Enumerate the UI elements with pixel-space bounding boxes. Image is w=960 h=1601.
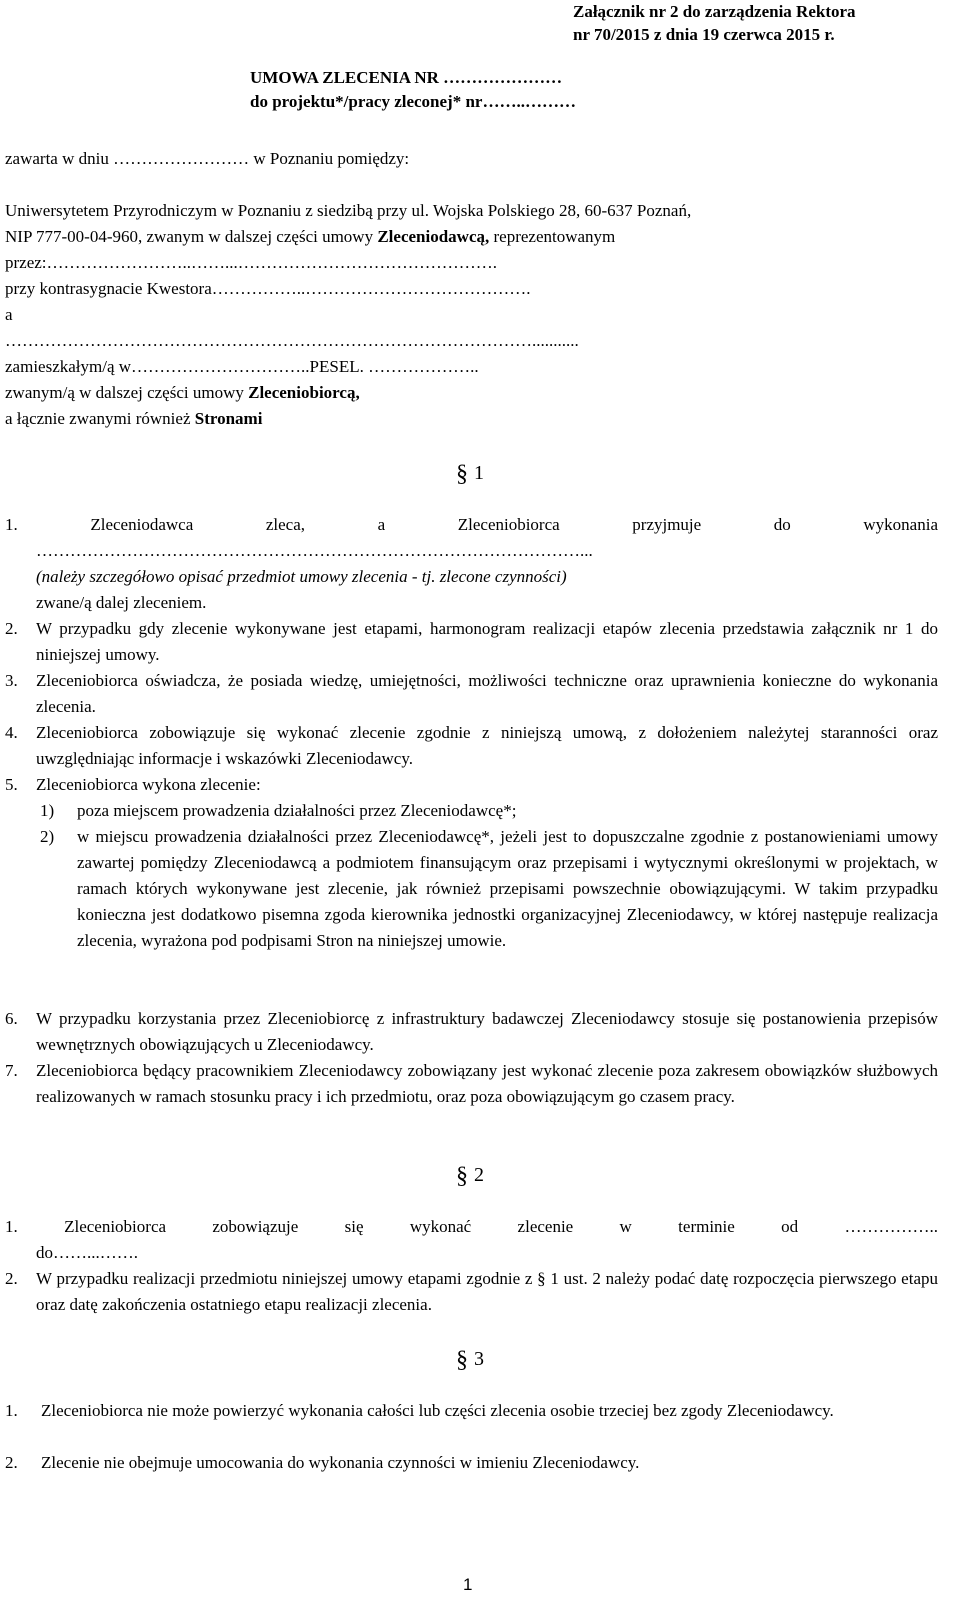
contractor-called-line	[5, 380, 940, 406]
and-line: a	[5, 305, 13, 324]
s1-p4-num: 4.	[5, 723, 18, 742]
s1-p5-text: Zleceniobiorca wykona zlecenie:	[36, 775, 261, 794]
title-line-1: UMOWA ZLECENIA NR …………………	[250, 68, 563, 87]
residence-line: zamieszkałym/ą w…………………………..PESEL. ………………..	[5, 357, 479, 376]
jointly-pre: a łącznie zwanymi również	[5, 409, 195, 428]
s1-p5-1-text: poza miejscem prowadzenia działalności przez Zleceniodawcę*;	[77, 801, 517, 820]
section-sign: §	[456, 1347, 468, 1373]
s2-p1-text: Zleceniobiorca zobowiązuje się wykonać zlecenie w terminie od ……………..	[64, 1217, 938, 1236]
countersign-line: przy kontrasygnacie Kwestora……………..………………………………….	[5, 279, 531, 298]
concluded-line: zawarta w dniu …………………… w Poznaniu pomiędzy:	[5, 149, 410, 168]
s3-p2-num: 2.	[5, 1453, 18, 1472]
s1-p3-num: 3.	[5, 671, 18, 690]
contractor-term: Zleceniobiorcą,	[248, 383, 360, 402]
s3-p2	[5, 1450, 938, 1476]
s2-p2-num: 2.	[5, 1269, 18, 1288]
s1-p1-line-4: zwane/ą dalej zleceniem.	[36, 593, 207, 612]
s1-p7-num: 7.	[5, 1061, 18, 1080]
represented-by-line: przez:……………………..……...……………………………………….	[5, 253, 498, 272]
s1-p2-num: 2.	[5, 619, 18, 638]
s1-p7-text: Zleceniobiorca będący pracownikiem Zleceniodawcy zobowiązany jest wykonać zlecenie poza zakresem obowiązków służbowych realizowanych w ramach stosunku pracy i ich przedmiotu, oraz poza obowiązującym go czasem pracy.	[36, 1061, 938, 1106]
s2-p2	[5, 1266, 938, 1318]
s1-p1-num: 1.	[5, 515, 18, 534]
s1-p4	[5, 720, 938, 772]
university-line-1: Uniwersytetem Przyrodniczym w Poznaniu z siedzibą przy ul. Wojska Polskiego 28, 60-637 Poznań,	[5, 201, 692, 220]
principal-term: Zleceniodawcą,	[377, 227, 490, 246]
section-sign: §	[456, 461, 468, 487]
university-line-2-pre: NIP 777-00-04-960, zwanym w dalszej części umowy	[5, 227, 378, 246]
section-1-number: 1	[474, 462, 484, 484]
s1-p3-text: Zleceniobiorca oświadcza, że posiada wiedzę, umiejętności, możliwości techniczne oraz uprawnienia konieczne do wykonania zlecenia.	[36, 671, 938, 716]
s1-p7	[5, 1058, 938, 1110]
s1-p5	[5, 772, 938, 798]
annex-note	[573, 0, 945, 46]
s1-p4-text: Zleceniobiorca zobowiązuje się wykonać zlecenie zgodnie z niniejszą umową, z dołożeniem należytej staranności oraz uwzględniając informacje i wskazówki Zleceniodawcy.	[36, 723, 938, 768]
s1-p5-2-num: 2)	[40, 827, 55, 846]
university-line-2-post: reprezentowanym	[489, 227, 616, 246]
contract-title	[250, 66, 850, 114]
s1-p6	[5, 1006, 938, 1058]
s1-p3	[5, 668, 938, 720]
s3-p1-num: 1.	[5, 1401, 18, 1420]
section-3-number: 3	[474, 1348, 484, 1370]
s1-p6-text: W przypadku korzystania przez Zleceniobiorcę z infrastruktury badawczej Zleceniodawcy stosuje się postanowienia przepisów wewnętrznych obowiązujących u Zleceniodawcy.	[36, 1009, 938, 1054]
s1-p1-text: Zleceniodawca zleca, a Zleceniobiorca przyjmuje do wykonania	[90, 515, 938, 534]
annex-line-2: nr 70/2015 z dnia 19 czerwca 2015 r.	[573, 25, 835, 44]
annex-line-1: Załącznik nr 2 do zarządzenia Rektora	[573, 2, 856, 21]
section-3-heading	[456, 1346, 516, 1373]
s1-p5-num: 5.	[5, 775, 18, 794]
s1-p6-num: 6.	[5, 1009, 18, 1028]
s1-p2	[5, 616, 938, 668]
s1-p5-1-num: 1)	[40, 801, 55, 820]
s1-p1-line-2: ……………………………………………………………………………………...	[36, 541, 593, 560]
page-number: 1	[463, 1575, 473, 1594]
s1-p2-text: W przypadku gdy zlecenie wykonywane jest etapami, harmonogram realizacji etapów zlecenia przedstawia załącznik nr 1 do niniejszej umowy.	[36, 619, 938, 664]
s1-p1-line-1	[5, 512, 938, 538]
section-1-heading	[456, 460, 516, 487]
section-sign: §	[456, 1163, 468, 1189]
university-line-2	[5, 224, 940, 250]
s1-p1-note: (należy szczegółowo opisać przedmiot umowy zlecenia - tj. zlecone czynności)	[36, 567, 567, 586]
called-pre: zwanym/ą w dalszej części umowy	[5, 383, 249, 402]
s2-p1-line-2: do……...…….	[36, 1243, 138, 1262]
s3-p1-text: Zleceniobiorca nie może powierzyć wykonania całości lub części zlecenia osobie trzeciej bez zgody Zleceniodawcy.	[41, 1401, 834, 1420]
s1-p5-item-2	[40, 824, 938, 954]
s2-p1-num: 1.	[5, 1217, 18, 1236]
s3-p1	[5, 1398, 938, 1424]
s1-p5-item-1	[40, 798, 938, 824]
contractor-name-line: …………………………………………………………………………………...........	[5, 331, 579, 350]
s3-p2-text: Zlecenie nie obejmuje umocowania do wykonania czynności w imieniu Zleceniodawcy.	[41, 1453, 640, 1472]
parties-line	[5, 406, 940, 432]
title-line-2: do projektu*/pracy zleconej* nr……..………	[250, 92, 576, 111]
s2-p1-line-1	[5, 1214, 938, 1240]
s2-p2-text: W przypadku realizacji przedmiotu niniejszej umowy etapami zgodnie z § 1 ust. 2 należy podać datę rozpoczęcia pierwszego etapu oraz datę zakończenia ostatniego etapu realizacji zlecenia.	[36, 1269, 938, 1314]
parties-term: Stronami	[194, 409, 263, 428]
s1-p5-2-text: w miejscu prowadzenia działalności przez Zleceniodawcę*, jeżeli jest to dopuszczalne zgodnie z postanowieniami umowy zawartej pomiędzy Zleceniodawcą a podmiotem finansującym oraz przepisami i wytycznymi określonymi w projektach, w ramach których wykonywane jest zlecenie, jak również przepisami powszechnie obowiązującymi. W takim przypadku konieczna jest dodatkowo pisemna zgoda kierownika jednostki organizacyjnej Zleceniodawcy, w której następuje realizacja zlecenia, wyrażona pod podpisami Stron na niniejszej umowie.	[77, 827, 938, 950]
section-2-number: 2	[474, 1164, 484, 1186]
section-2-heading	[456, 1162, 516, 1189]
